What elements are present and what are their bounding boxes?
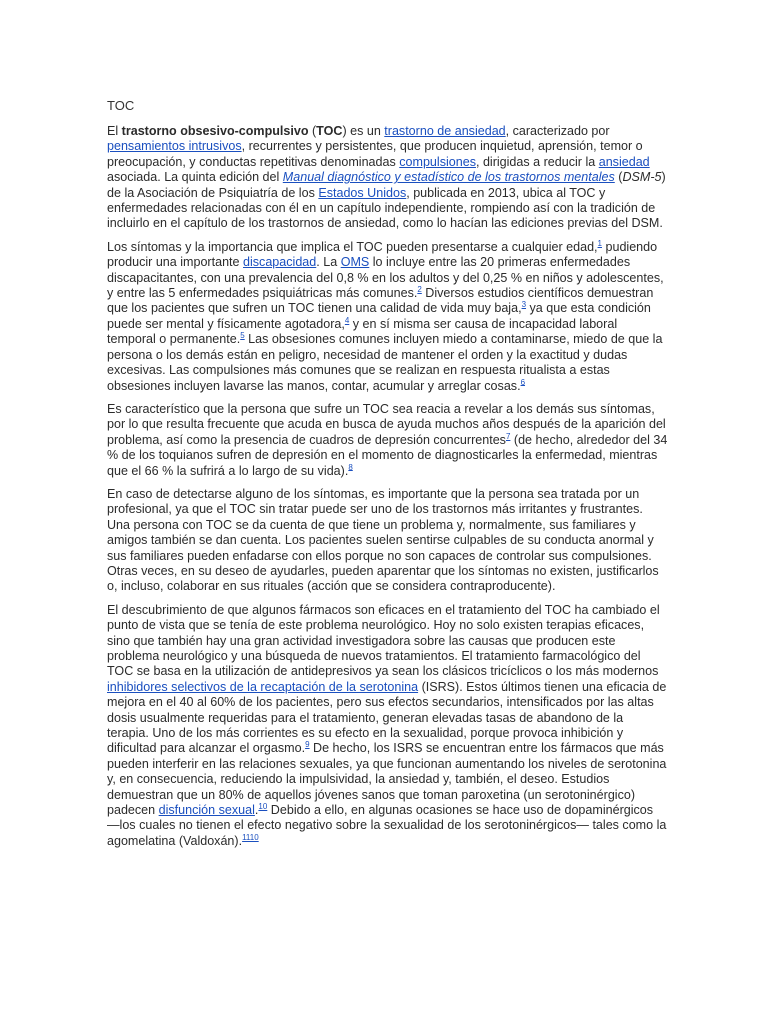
text-run: , caracterizado por [505,124,610,138]
link-trastorno-ansiedad[interactable]: trastorno de ansiedad [384,124,506,138]
text-run: Es característico que la persona que sufre un TOC sea reacia a revelar a los demás sus síntomas, por lo que resulta frecuente que acuda en busca de ayuda muchos años después de la aparición del problema, así como la presencia de cuadros de depresión concurrentes [107,401,666,447]
paragraph-symptoms [107,240,668,394]
text-run: . [254,803,259,818]
link-pensamientos-intrusivos[interactable]: pensamientos intrusivos [107,139,242,154]
text-run: El descubrimiento de que algunos fármacos son eficaces en el tratamiento del TOC ha cambiado el punto de vista que se tenía de este problema neurológico. Hoy no solo existen terapias eficaces, sino que también hay una gran actividad investigadora sobre las causas que producen este problema neurológico y una búsqueda de nuevos tratamientos. El tratamiento farmacológico del TOC se basa en la utilización de antidepresivos ya sean los clásicos tricíclicos o los más modernos [107,602,660,679]
link-estados-unidos[interactable]: Estados Unidos [318,185,407,200]
reference-link[interactable]: 7 [505,431,511,441]
link-compulsiones[interactable]: compulsiones [399,154,476,169]
text-run: pudiendo producir una importante [107,239,658,270]
reference-link[interactable]: 2 [417,284,422,294]
text-run: (de hecho, alrededor del 34 % de los toquianos sufren de depresión en el momento de diagnosticarles la enfermedad, mientras que el 66 % la sufrirá a lo largo de su vida). [107,432,668,478]
text-run: . La [316,255,341,270]
link-disfuncion-sexual[interactable]: disfunción sexual [158,803,255,818]
text-run: Debido a ello, en algunas ocasiones se hace uso de dopaminérgicos —los cuales no tienen el efecto negativo sobre la sexualidad de los serotoninérgicos— tales como la agomelatina (Valdoxán). [107,803,667,848]
italic-dsm5: DSM-5 [622,170,662,185]
reference-link[interactable]: 4 [344,315,350,325]
bold-term: trastorno obsesivo-compulsivo [121,124,309,138]
reference-link[interactable]: 5 [240,331,245,341]
paragraph-definition [107,124,668,232]
text-run: Diversos estudios científicos demuestran que los pacientes que sufren un TOC tienen una calidad de vida muy baja, [107,286,654,316]
reference-link[interactable]: 10 [258,801,268,811]
reference-link[interactable]: 6 [520,377,526,387]
link-oms[interactable]: OMS [340,255,370,270]
text-run: , publicada en 2013, ubica al TOC y enfermedades relacionadas con él en un capítulo independiente, rompiendo así con la tradición de incluirlo en el capítulo de los trastornos de ansiedad, como lo hacían las ediciones previas del DSM. [107,185,663,231]
paragraph-treatment-advice [107,487,668,595]
text-run: ) es un [342,124,385,138]
text-run: De hecho, los ISRS se encuentran entre los fármacos que más pueden interferir en las relaciones sexuales, ya que funcionan aumentando los niveles de serotonina y, en consecuencia, reduciendo la impulsividad, la ansiedad y, también, el deseo. Estudios demuestran que un 80% de aquellos jóvenes sanos que toman paroxetina (un serotoninérgico) padecen [107,741,667,818]
text-run: , recurrentes y persistentes, que producen inquietud, aprensión, temor o preocupación, y conductas repetitivas denominadas [107,139,643,169]
reference-link[interactable]: 8 [348,462,353,472]
paragraph-pharmacology [107,603,668,850]
link-ansiedad[interactable]: ansiedad [598,154,650,169]
link-manual-dsm[interactable]: Manual diagnóstico y estadístico de los trastornos mentales [282,170,615,185]
text-run: ) de la Asociación de Psiquiatría de los [107,170,666,200]
text-run: ya que esta condición puede ser mental y físicamente agotadora, [107,301,651,331]
text-run: En caso de detectarse alguno de los síntomas, es importante que la persona sea tratada por un profesional, ya que el TOC sin tratar puede ser uno de los trastornos más irritantes y frustrantes. Una persona con TOC se da cuenta de que tiene un problema y, normalmente, sus familiares y amigos también se dan cuenta. Los pacientes suelen sentirse culpables de su conducta anormal y sus familiares pueden enfadarse con ellos porque no son capaces de controlar sus compulsiones. Otras veces, en su deseo de ayudarles, pueden aparentar que los síntomas no existen, justificarlos o, incluso, colaborar en sus rituales (acción que se considera contraproducente). [107,486,659,594]
text-run: Los síntomas y la importancia que implica el TOC pueden presentarse a cualquier edad, [107,239,598,254]
text-run: El [107,124,122,138]
text-run: , dirigidas a reducir la [475,154,599,169]
reference-link[interactable]: 3 [521,300,527,310]
bold-acronym: TOC [316,124,343,138]
reference-link[interactable]: 9 [305,740,310,750]
text-run: ( [614,170,623,185]
text-run: Las obsesiones comunes incluyen miedo a contaminarse, miedo de que la persona o los demás están en peligro, necesidad de mantener el orden y la exactitud y dudas excesivas. Las compulsiones más comunes que se realizan en respuesta ritualista a estas obsesiones incluyen lavarse las manos, contar, acumular y arreglar cosas. [107,332,663,393]
text-run: (ISRS). Estos últimos tienen una eficacia de mejora en el 40 al 60% de los pacientes, pero sus efectos secundarios, intensificados por las altas dosis usualmente requeridas para el tratamiento, generan elevadas tasas de abandono de la terapia. Uno de los más corrientes es su efecto en la sexualidad, porque provoca inhibición y dificultad para alcanzar el orgasmo. [107,679,667,756]
link-isrs[interactable]: inhibidores selectivos de la recaptación de la serotonina [107,679,419,694]
text-run: y en sí misma ser causa de incapacidad laboral temporal o permanente. [107,316,618,347]
reference-link[interactable]: 1 [597,238,602,248]
text-run: asociada. La quinta edición del [107,170,283,185]
text-run: lo incluye entre las 20 primeras enfermedades discapacitantes, con una prevalencia del 0,8 % en los adultos y del 0,25 % en niños y adolescentes, y entre las 5 enfermedades psiquiátricas más comunes. [107,255,664,301]
link-discapacidad[interactable]: discapacidad [243,255,317,270]
text-run: ( [308,124,317,138]
paragraph-reluctance [107,402,668,479]
document-title: TOC [107,98,135,113]
reference-link[interactable]: 1110 [242,832,259,842]
